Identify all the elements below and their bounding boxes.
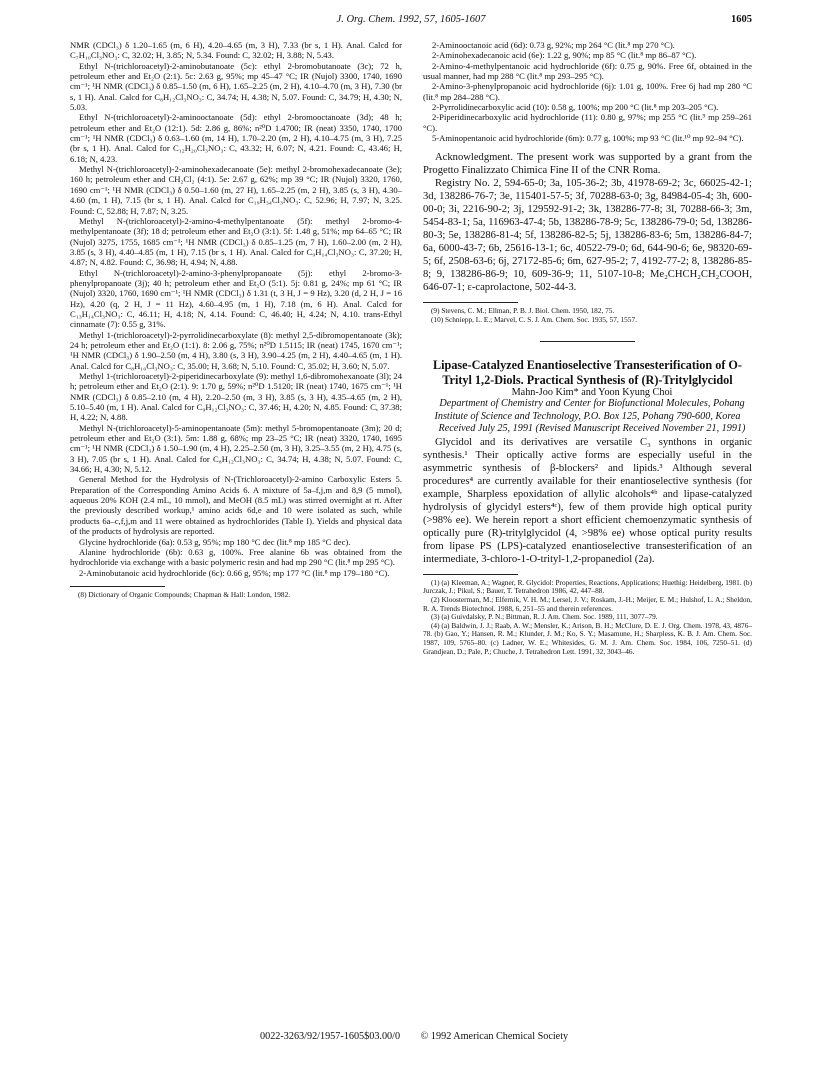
paragraph: Methyl 1-(trichloroacetyl)-2-pyrrolidinecarboxylate (8): methyl 2,5-dibromopentanoate (3k); 24 h; petroleum ether and Et₂O (1:1). 8: 2.06 g, 75%; n²⁰D 1.5115; IR (neat) 1745, 1670 cm⁻¹; ¹H NMR (CDCl₃) δ 1.90–2.50 (m, 4 H), 3.80 (s, 3 H), 3.90–4.25 (m, 2 H), 4.40–4.65 (m, 1 H). Anal. Calcd for C₈H₁₀Cl₃NO₃: C, 35.00; H, 3.68; N, 5.10. Found: C, 35.02; H, 3.60; N, 5.07. bbox=[70, 329, 402, 371]
right-column bbox=[423, 40, 752, 656]
article-title: Lipase-Catalyzed Enantioselective Transesterification of O-Trityl 1,2-Diols. Practical Synthesis of (R)-Tritylglycidol bbox=[433, 357, 742, 387]
journal-citation: J. Org. Chem. 1992, 57, 1605-1607 bbox=[336, 14, 486, 25]
footnote: (3) (a) Guivdalsky, P. N.; Bittman, R. J. Am. Chem. Soc. 1989, 111, 3077–79. bbox=[431, 612, 658, 622]
article-received: Received July 25, 1991 (Revised Manuscript Received November 21, 1991) bbox=[438, 423, 746, 435]
footnote: (4) (a) Baldwin, J. J.; Raab, A. W.; Mensler, K.; Arison, B. H.; McClure, D. E. J. Org. Chem. 1978, 43, 4876–78. (b) Gao, Y.; Hansen, R. M.; Klunder, J. M.; Ko, S. Y.; Masamune, H.; Sharpless, K. B. J. Am. Chem. Soc. 1987, 109, 5765–80. (c) Ladner, W. E.; Whitesides, G. M. J. Am. Chem. Soc. 1984, 106, 7250–51. (d) Grandjean, D.; Pale, P.; Chuche, J. Tetrahedron Lett. 1991, 32, 3043–46. bbox=[423, 620, 752, 656]
paragraph: Methyl N-(trichloroacetyl)-2-aminohexadecanoate (5e): methyl 2-bromohexadecanoate (3e); 160 h; petroleum ether and CH₂Cl₂ (4:1). 5e: 2.67 g, 62%; mp 39 °C; IR (Nujol) 3320, 1760, 1690 cm⁻¹; ¹H NMR (CDCl₃) δ 0.50–1.60 (m, 27 H), 1.65–2.25 (m, 2 H), 3.85 (s, 3 H), 4.30–4.60 (m, 1 H), 7.15 (br s, 1 H). Anal. Calcd for C₁₉H₃₄Cl₃NO₃: C, 52.96; H, 7.97; N, 3.25. Found: C, 52.88; H, 7.87; N, 3.25. bbox=[70, 164, 402, 216]
article-separator bbox=[540, 341, 635, 342]
paragraph: 2-Aminohexadecanoic acid (6e): 1.22 g, 90%; mp 85 °C (lit.⁸ mp 86–87 °C). bbox=[432, 50, 697, 61]
footnote-rule bbox=[423, 302, 518, 303]
paragraph: Methyl N-(trichloroacetyl)-2-amino-4-methylpentanoate (5f): methyl 2-bromo-4-methylpentanoate (3f); 18 d; petroleum ether and Et₂O (3:1). 5f: 1.48 g, 51%; mp 64–65 °C; IR (Nujol) 3275, 1755, 1685 cm⁻¹; ¹H NMR (CDCl₃) δ 0.85–1.25 (m, 7 H), 1.60–2.00 (m, 2 H), 3.85 (s, 3 H), 4.40–4.85 (m, 1 H), 7.15 (br s, 1 H). Anal. Calcd for C₉H₁₄Cl₃NO₃: C, 37.20; H, 4.87; N, 4.82. Found: C, 36.98; H, 4.94; N, 4.88. bbox=[70, 215, 402, 268]
paragraph: Ethyl N-(trichloroacetyl)-2-aminooctanoate (5d): ethyl 2-bromooctanoate (3d); 48 h; petroleum ether and Et₂O (12:1). 5d: 2.86 g, 86%; n²⁰D 1.4700; IR (neat) 3350, 1740, 1700 cm⁻¹; ¹H NMR (CDCl₃) δ 0.63–1.60 (m, 14 H), 1.70–2.20 (m, 2 H), 4.10–4.75 (m, 3 H), 7.25 (br s, 1 H). Anal. Calcd for C₁₂H₂₀Cl₃NO₃: C, 43.32; H, 6.07; N, 4.21. Found: C, 43.46; H, 6.18; N, 4.23. bbox=[70, 112, 402, 164]
footnote: (8) Dictionary of Organic Compounds; Chapman & Hall: London, 1982. bbox=[78, 589, 291, 599]
paragraph: Glycine hydrochloride (6a): 0.53 g, 95%; mp 180 °C dec (lit.⁸ mp 185 °C dec). bbox=[79, 536, 351, 547]
paragraph: 2-Piperidinecarboxylic acid hydrochloride (11): 0.80 g, 97%; mp 255 °C (lit.⁹ mp 259–261 °C). bbox=[423, 112, 752, 133]
copyright-notice: © 1992 American Chemical Society bbox=[420, 1031, 569, 1042]
paragraph: 2-Amino-3-phenylpropanoic acid hydrochloride (6j): 1.01 g, 100%. Free 6j had mp 280 °C (lit.⁸ mp 284–288 °C). bbox=[423, 81, 752, 102]
paragraph: 2-Amino-4-methylpentanoic acid hydrochloride (6f): 0.75 g, 90%. Free 6f, obtained in the usual manner, had mp 288 °C (lit.⁸ mp 293–295 °C). bbox=[423, 60, 752, 82]
page-footer bbox=[70, 1031, 752, 1042]
registry-numbers: Registry No. 2, 594-65-0; 3a, 105-36-2; 3b, 41978-69-2; 3c, 66025-42-1; 3d, 138286-76-7; 3e, 115401-57-5; 3f, 70288-63-0; 3g, 84984-05-4; 3h, 600-00-0; 3i, 2216-90-2; 3j, 129592-91-2; 3k, 138286-77-8; 3l, 70288-66-3; 3m, 5454-83-1; 5a, 116963-47-4; 5b, 138286-78-9; 5c, 138286-79-0; 5d, 138286-80-3; 5e, 138286-81-4; 5f, 138286-82-5; 5j, 138286-83-6; 5m, 138286-84-7; 6a, 6000-43-7; 6b, 25616-13-1; 6c, 40522-79-0; 6d, 644-90-6; 6e, 98320-69-5; 6f, 2508-63-6; 6j, 27172-85-6; 6m, 627-95-2; 7, 4192-77-2; 8, 138286-85-8; 9, 138286-86-9; 10, 609-36-9; 11, 5107-10-8; Me₂CHCH₂CH₂COOH, 646-07-1; ε-caprolactone, 502-44-3. bbox=[423, 178, 752, 294]
footnote-rule bbox=[423, 574, 518, 575]
footnote: (1) (a) Kleeman, A.; Wagner, R. Glycidol: Properties, Reactions, Applications; Huethig: Heidelberg, 1981. (b) Jurczak, J.; Pikul, S.; Bauer, T. Tetrahedron 1986, 42, 447–88. bbox=[423, 577, 752, 596]
acknowledgment: Acknowledgment. The present work was supported by a grant from the Progetto Finalizzato Chimica Fine II of the CNR Roma. bbox=[423, 152, 752, 177]
article-code: 0022-3263/92/1957-1605$03.00/0 bbox=[260, 1031, 401, 1042]
footnote: (9) Stevens, C. M.; Ellman, P. B. J. Biol. Chem. 1950, 182, 75. bbox=[431, 306, 615, 316]
paragraph: 2-Pyrrolidinecarboxylic acid (10): 0.58 g, 100%; mp 200 °C (lit.⁸ mp 203–205 °C). bbox=[432, 102, 719, 113]
footnote: (2) Kloosterman, M.; Elfernik, V. H. M.; Lersel, J. V.; Roskam, J.-H.; Meijer, E. M.; Hulshof, L. A.; Sheldon, R. A. Trends Biotechnol. 1988, 6, 251–55 and therein references. bbox=[423, 594, 752, 613]
paragraph: Ethyl N-(trichloroacetyl)-2-amino-3-phenylpropanoate (5j): ethyl 2-bromo-3-phenylpropanoate (3j); 40 h; petroleum ether and Et₂O (5:1). 5j: 0.81 g, 24%; mp 61 °C; IR (Nujol) 3320, 1760, 1690 cm⁻¹; ¹H NMR (CDCl₃) δ 1.31 (t, 3 H, J = 9 Hz), 3.20 (d, 2 H, J = 16 Hz), 4.20 (q, 2 H, J = 11 Hz), 4.60–4.95 (m, 1 H), 7.18 (m, 6 H). Anal. Calcd for C₁₃H₁₄Cl₃NO₃: C, 46.11; H, 4.18; N, 4.14. Found: C, 46.40; H, 4.24; N, 4.10. trans-Ethyl cinnamate (7): 0.55 g, 31%. bbox=[70, 267, 402, 330]
paragraph: 2-Aminobutanoic acid hydrochloride (6c): 0.66 g, 95%; mp 177 °C (lit.⁸ mp 179–180 °C). bbox=[79, 567, 390, 578]
paragraph: NMR (CDCl₃) δ 1.20–1.65 (m, 6 H), 4.20–4.65 (m, 3 H), 7.33 (br s, 1 H). Anal. Calcd for C₇H₁₀Cl₃NO₃: C, 32.02; H, 3.85; N, 5.34. Found: C, 32.02; H, 3.88; N, 5.43. bbox=[70, 40, 402, 61]
footnote-rule bbox=[70, 586, 165, 587]
left-column bbox=[70, 40, 402, 599]
article-authors: Mahn-Joo Kim* and Yoon Kyung Choi bbox=[511, 386, 673, 398]
paragraph: Ethyl N-(trichloroacetyl)-2-aminobutanoate (5c): ethyl 2-bromobutanoate (3c); 72 h, petroleum ether and Et₂O (2:1). 5c: 2.63 g, 95%; mp 45–47 °C; IR (Nujol) 3300, 1740, 1690 cm⁻¹; ¹H NMR (CDCl₃) δ 0.85–1.50 (m, 6 H), 1.65–2.25 (m, 2 H), 4.10–4.70 (m, 3 H), 7.30 (br s, 1 H). Anal. Calcd for C₈H₁₂Cl₃NO₃: C, 34.74; H, 4.38; N, 5.07. Found: C, 34.79; H, 4.30; N, 5.03. bbox=[70, 60, 402, 113]
running-header bbox=[70, 14, 752, 30]
paragraph: Alanine hydrochloride (6b): 0.63 g, 100%. Free alanine 6b was obtained from the hydrochloride via exchange with a basic polymeric resin and had mp 290 °C (lit.⁸ mp 295 °C). bbox=[70, 546, 402, 568]
footnote: (10) Schniepp, L. E.; Marvel, C. S. J. Am. Chem. Soc. 1935, 57, 1557. bbox=[431, 315, 637, 325]
paragraph: 2-Aminooctanoic acid (6d): 0.73 g, 92%; mp 264 °C (lit.⁸ mp 270 °C). bbox=[432, 40, 675, 50]
paragraph: 5-Aminopentanoic acid hydrochloride (6m): 0.77 g, 100%; mp 93 °C (lit.¹⁰ mp 92–94 °C). bbox=[432, 133, 744, 144]
paragraph: Methyl 1-(trichloroacetyl)-2-piperidinecarboxylate (9): methyl 1,6-dibromohexanoate (3l); 24 h; petroleum ether and Et₂O (2:1). 9: 1.70 g, 59%; n²⁰D 1.5120; IR (neat) 1740, 1675 cm⁻¹; ¹H NMR (CDCl₃) δ 0.85–2.10 (m, 4 H), 2.20–2.50 (m, 3 H), 3.85 (s, 3 H), 4.35–4.65 (m, 2 H), 5.10–5.40 (m, 1 H). Anal. Calcd for C₉H₁₂Cl₃NO₃: C, 37.46; H, 4.20; N, 4.85. Found: C, 37.38; H, 4.22; N, 4.88. bbox=[70, 371, 402, 423]
article-affiliation: Department of Chemistry and Center for Biofunctional Molecules, Pohang Institute of Science and Technology, P.O. Box 125, Pohang 790-600, Korea bbox=[434, 397, 745, 422]
page-number: 1605 bbox=[731, 14, 752, 25]
paragraph: General Method for the Hydrolysis of N-(Trichloroacetyl)-2-amino Carboxylic Esters 5. Preparation of the Corresponding Amino Acids 6. A mixture of 5a–f,j,m and 8,9 (5 mmol), aqueous 20% KOH (2.4 mL, 10 mmol), and MeOH (8.5 mL) was stirred overnight at rt. After the previously described workup,¹ amino acids 6d,e and 10 were isolated as such, while products 6a–c,f,j,m and 11 were obtained as hydrochlorides (Table I). Yields and physical data of the products of hydrolysis are reported. bbox=[70, 474, 402, 537]
article-body: Glycidol and its derivatives are versatile C₃ synthons in organic synthesis.¹ Their optically active forms are especially useful in the asymmetric synthesis of β-blockers² and lipids.³ Although several procedures⁴ are currently available for their enantioselective synthesis (for example, Sharpless epoxidation of allylic alcohols⁴ᵇ and lipase-catalyzed hydrolysis of glycidyl esters⁴ᶜ), few of them provide high optical purity (>98% ee). We herein report a short efficient chemoenzymatic synthesis of optically pure (R)-tritylglycidol (4, >98% ee) whose optical purity results from lipase PS (LPS)-catalyzed enantioselective transesterification of an intermediate, 3-chloro-1-O-trityl-1,2-propanediol (2a). bbox=[423, 436, 752, 565]
paragraph: Methyl N-(trichloroacetyl)-5-aminopentanoate (5m): methyl 5-bromopentanoate (3m); 20 d; petroleum ether and Et₂O (3:1). 5m: 1.88 g, 68%; mp 23–25 °C; IR (neat) 3320, 1740, 1695 cm⁻¹; ¹H NMR (CDCl₃) δ 1.50–1.90 (m, 4 H), 2.25–2.50 (m, 3 H), 3.25–3.55 (m, 2 H), 4.75 (s, 3 H), 7.05 (br s, 1 H). Anal. Calcd for C₈H₁₂Cl₃NO₃: C, 34.74; H, 4.38; N, 5.07. Found: C, 34.66; H, 4.30; N, 5.12. bbox=[70, 422, 402, 475]
